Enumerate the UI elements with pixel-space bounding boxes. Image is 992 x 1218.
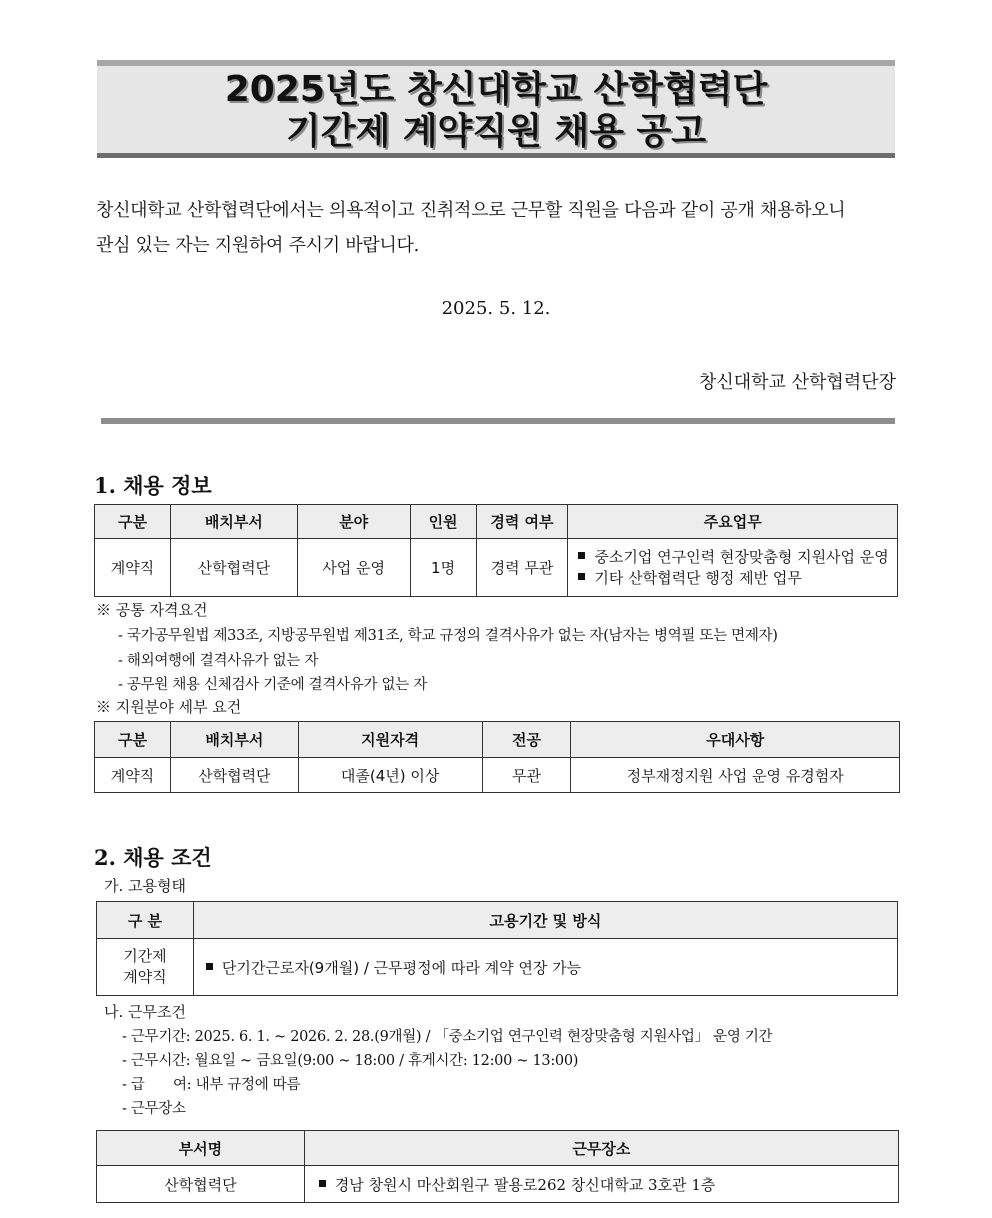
cell-type: 계약직 — [95, 539, 171, 597]
header-career: 경력 여부 — [476, 505, 568, 539]
header-preference: 우대사항 — [571, 722, 900, 758]
header-field: 분야 — [297, 505, 410, 539]
header-type: 구분 — [95, 505, 171, 539]
cell-dept: 산학협력단 — [170, 539, 297, 597]
detail-requirements-table — [94, 721, 900, 793]
header-count: 인원 — [410, 505, 476, 539]
category-line-2: 계약직 — [123, 968, 167, 986]
common-requirements-heading: ※ 공통 자격요건 — [96, 601, 208, 619]
condition-item: - 근무기간: 2025. 6. 1. ~ 2026. 2. 28.(9개월) / 「중소기업 연구인력 현장맞춤형 지원사업」 운영 기간 — [122, 1029, 773, 1045]
requirement-item: - 국가공무원법 제33조, 지방공무원법 제31조, 학교 규정의 결격사유가 없는 자(남자는 병역필 또는 면제자) — [118, 628, 778, 644]
announcement-date: 2025. 5. 12. — [441, 298, 551, 319]
requirement-item: - 공무원 채용 신체검사 기준에 결격사유가 없는 자 — [118, 677, 427, 693]
duty-text: 중소기업 연구인력 현장맞춤형 지원사업 운영 — [594, 547, 889, 566]
header-dept-name: 부서명 — [97, 1131, 305, 1166]
table-row — [95, 758, 900, 793]
duty-item — [578, 568, 897, 589]
intro-text-line-1: 창신대학교 산학협력단에서는 의욕적이고 진취적으로 근무할 직원을 다음과 같이 공개 채용하오니 — [96, 200, 846, 221]
section-2-title: 2. 채용 조건 — [94, 845, 212, 870]
cell-qualification: 대졸(4년) 이상 — [298, 758, 482, 793]
bullet-icon — [578, 573, 585, 580]
cell-workplace — [304, 1166, 898, 1203]
header-dept: 배치부서 — [170, 505, 297, 539]
table-header-row — [97, 1131, 899, 1166]
employment-type-table — [96, 901, 898, 996]
workplace-table — [96, 1130, 899, 1203]
cell-method — [193, 939, 897, 996]
cell-field: 사업 운영 — [297, 539, 410, 597]
cell-dept-name: 산학협력단 — [97, 1166, 305, 1203]
table-row — [97, 939, 898, 996]
header-qualification: 지원자격 — [298, 722, 482, 758]
cell-count: 1명 — [410, 539, 476, 597]
conditions-heading: 나. 근무조건 — [104, 1003, 186, 1021]
table-row — [97, 1166, 899, 1203]
table-header-row — [95, 505, 898, 539]
detail-requirements-heading: ※ 지원분야 세부 요건 — [96, 698, 242, 716]
duty-item — [578, 547, 897, 568]
category-line-1: 기간제 — [123, 947, 167, 965]
cell-dept: 산학협력단 — [170, 758, 298, 793]
title-line-2: 기간제 계약직원 채용 공고 — [285, 111, 707, 152]
cell-type: 계약직 — [95, 758, 171, 793]
intro-text-line-2: 관심 있는 자는 지원하여 주시기 바랍니다. — [96, 235, 420, 256]
signer: 창신대학교 산학협력단장 — [699, 372, 896, 393]
condition-item: - 급 여: 내부 규정에 따름 — [122, 1077, 301, 1093]
cell-major: 무관 — [482, 758, 571, 793]
header-type: 구분 — [95, 722, 171, 758]
condition-item: - 근무장소 — [122, 1101, 186, 1117]
header-dept: 배치부서 — [170, 722, 298, 758]
bullet-icon — [319, 1180, 326, 1187]
cell-category — [97, 939, 194, 996]
workplace-text: 경남 창원시 마산회원구 팔용로262 창신대학교 3호관 1층 — [334, 1175, 716, 1194]
cell-duties — [568, 539, 898, 597]
bullet-icon — [578, 552, 585, 559]
header-duties: 주요업무 — [568, 505, 898, 539]
header-workplace: 근무장소 — [304, 1131, 898, 1166]
header-method: 고용기간 및 방식 — [193, 902, 897, 939]
title-banner — [97, 60, 895, 158]
table-header-row — [95, 722, 900, 758]
header-category: 구 분 — [97, 902, 194, 939]
table-header-row — [97, 902, 898, 939]
divider — [101, 418, 895, 424]
cell-preference: 정부재정지원 사업 운영 유경험자 — [571, 758, 900, 793]
condition-item: - 근무시간: 월요일 ~ 금요일(9:00 ~ 18:00 / 휴게시간: 12:00 ~ 13:00) — [122, 1053, 579, 1069]
requirement-item: - 해외여행에 결격사유가 없는 자 — [118, 653, 319, 669]
duty-text: 기타 산학협력단 행정 제반 업무 — [594, 568, 802, 587]
cell-career: 경력 무관 — [476, 539, 568, 597]
method-text: 단기간근로자(9개월) / 근무평정에 따라 계약 연장 가능 — [221, 958, 582, 977]
title-line-1: 2025년도 창신대학교 산학협력단 — [224, 69, 768, 110]
table-row — [95, 539, 898, 597]
recruitment-info-table — [94, 504, 898, 597]
section-1-title: 1. 채용 정보 — [94, 473, 212, 498]
bullet-icon — [206, 963, 213, 970]
header-major: 전공 — [482, 722, 571, 758]
employment-type-heading: 가. 고용형태 — [104, 877, 186, 895]
